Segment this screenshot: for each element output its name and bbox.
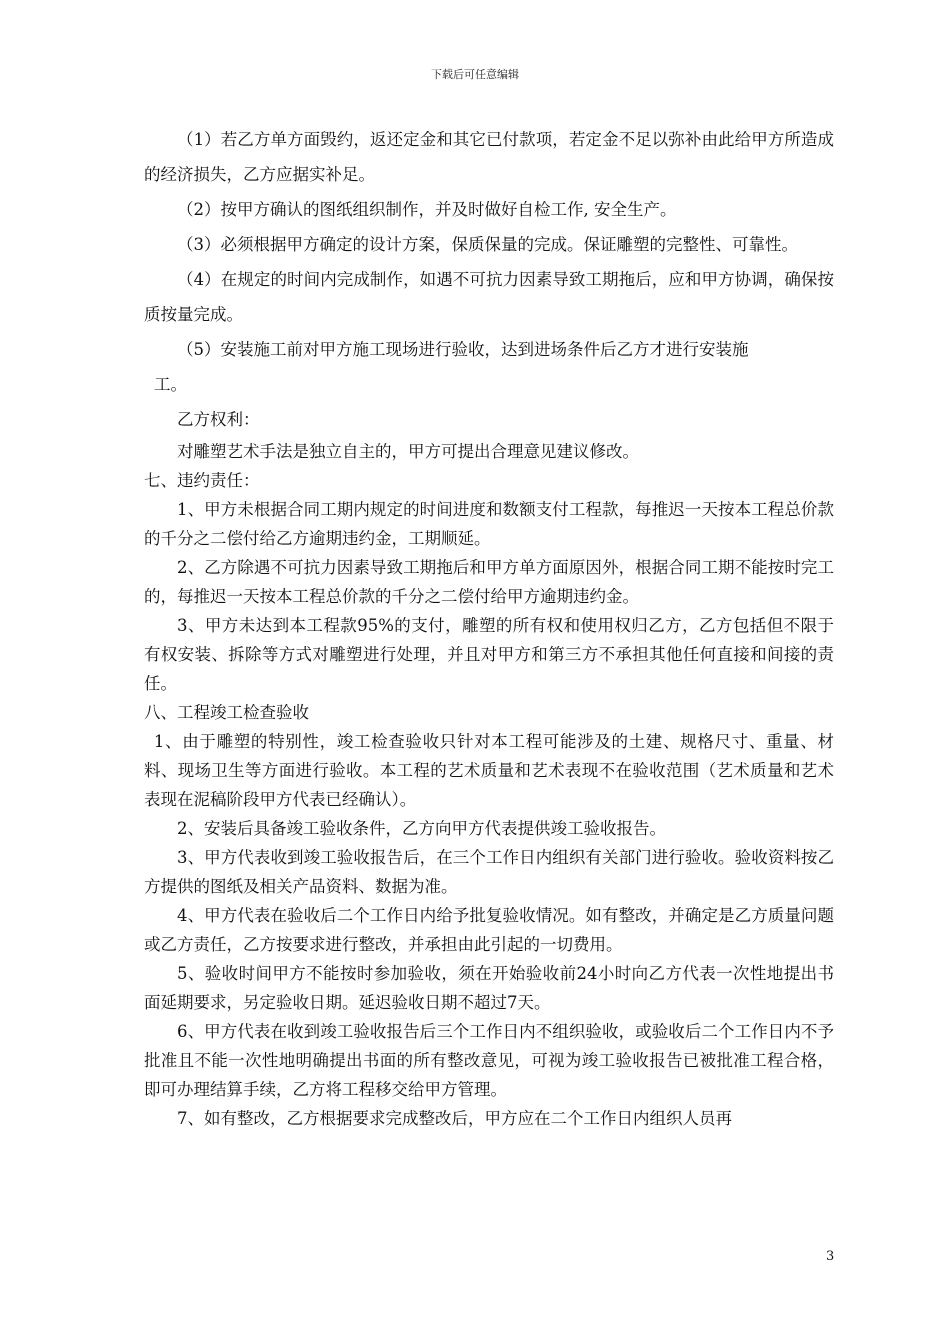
acceptance-3: 3、甲方代表收到竣工验收报告后，在三个工作日内组织有关部门进行验收。验收资料按乙方提供的图纸及相关产品资料、数据为准。 xyxy=(144,848,834,896)
party-b-rights-heading: 乙方权利： xyxy=(177,410,260,429)
acceptance-2: 2、安装后具备竣工验收条件，乙方向甲方代表提供竣工验收报告。 xyxy=(177,819,666,838)
party-b-rights-text: 对雕塑艺术手法是独立自主的，甲方可提出合理意见建议修改。 xyxy=(177,442,639,461)
acceptance-4: 4、甲方代表在验收后二个工作日内给予批复验收情况。如有整改，并确定是乙方质量问题或乙方责任，乙方按要求进行整改，并承担由此引起的一切费用。 xyxy=(144,906,834,954)
acceptance-5: 5、验收时间甲方不能按时参加验收，须在开始验收前24小时向乙方代表一次性地提出书面延期要求，另定验收日期。延迟验收日期不超过7天。 xyxy=(144,964,834,1012)
clause-2: （2）按甲方确认的图纸组织制作，并及时做好自检工作, 安全生产。 xyxy=(177,200,677,219)
clause-3: （3）必须根据甲方确定的设计方案，保质保量的完成。保证雕塑的完整性、可靠性。 xyxy=(177,235,798,254)
document-body xyxy=(144,122,834,1133)
page-number: 3 xyxy=(826,1249,835,1264)
clause-5: （5）安装施工前对甲方施工现场进行验收，达到进场条件后乙方才进行安装施 xyxy=(177,340,749,359)
acceptance-7: 7、如有整改，乙方根据要求完成整改后，甲方应在二个工作日内组织人员再 xyxy=(177,1109,732,1128)
section-7-heading: 七、违约责任： xyxy=(144,471,260,490)
acceptance-1: 1、由于雕塑的特别性，竣工检查验收只针对本工程可能涉及的土建、规格尺寸、重量、材料、现场卫生等方面进行验收。本工程的艺术质量和艺术表现不在验收范围（艺术质量和艺术表现在泥稿阶段甲方代表已经确认）。 xyxy=(144,732,834,809)
liability-1: 1、甲方未根据合同工期内规定的时间进度和数额支付工程款，每推迟一天按本工程总价款的千分之二偿付给乙方逾期违约金，工期顺延。 xyxy=(144,500,834,548)
liability-3: 3、甲方未达到本工程款95%的支付，雕塑的所有权和使用权归乙方，乙方包括但不限于有权安装、拆除等方式对雕塑进行处理，并且对甲方和第三方不承担其他任何直接和间接的责任。 xyxy=(144,616,834,693)
liability-2: 2、乙方除遇不可抗力因素导致工期拖后和甲方单方面原因外，根据合同工期不能按时完工的，每推迟一天按本工程总价款的千分之二偿付给甲方逾期违约金。 xyxy=(144,558,834,606)
acceptance-6: 6、甲方代表在收到竣工验收报告后三个工作日内不组织验收，或验收后二个工作日内不予批准且不能一次性地明确提出书面的所有整改意见，可视为竣工验收报告已被批准工程合格，即可办理结算手续，乙方将工程移交给甲方管理。 xyxy=(144,1022,834,1099)
clause-1: （1）若乙方单方面毁约，返还定金和其它已付款项，若定金不足以弥补由此给甲方所造成的经济损失，乙方应据实补足。 xyxy=(144,130,834,184)
clause-4: （4）在规定的时间内完成制作，如遇不可抗力因素导致工期拖后，应和甲方协调，确保按质按量完成。 xyxy=(144,270,834,324)
page-header-note: 下载后可任意编辑 xyxy=(431,68,519,81)
clause-5-continued: 工。 xyxy=(154,375,187,394)
section-8-heading: 八、工程竣工检查验收 xyxy=(144,703,309,722)
